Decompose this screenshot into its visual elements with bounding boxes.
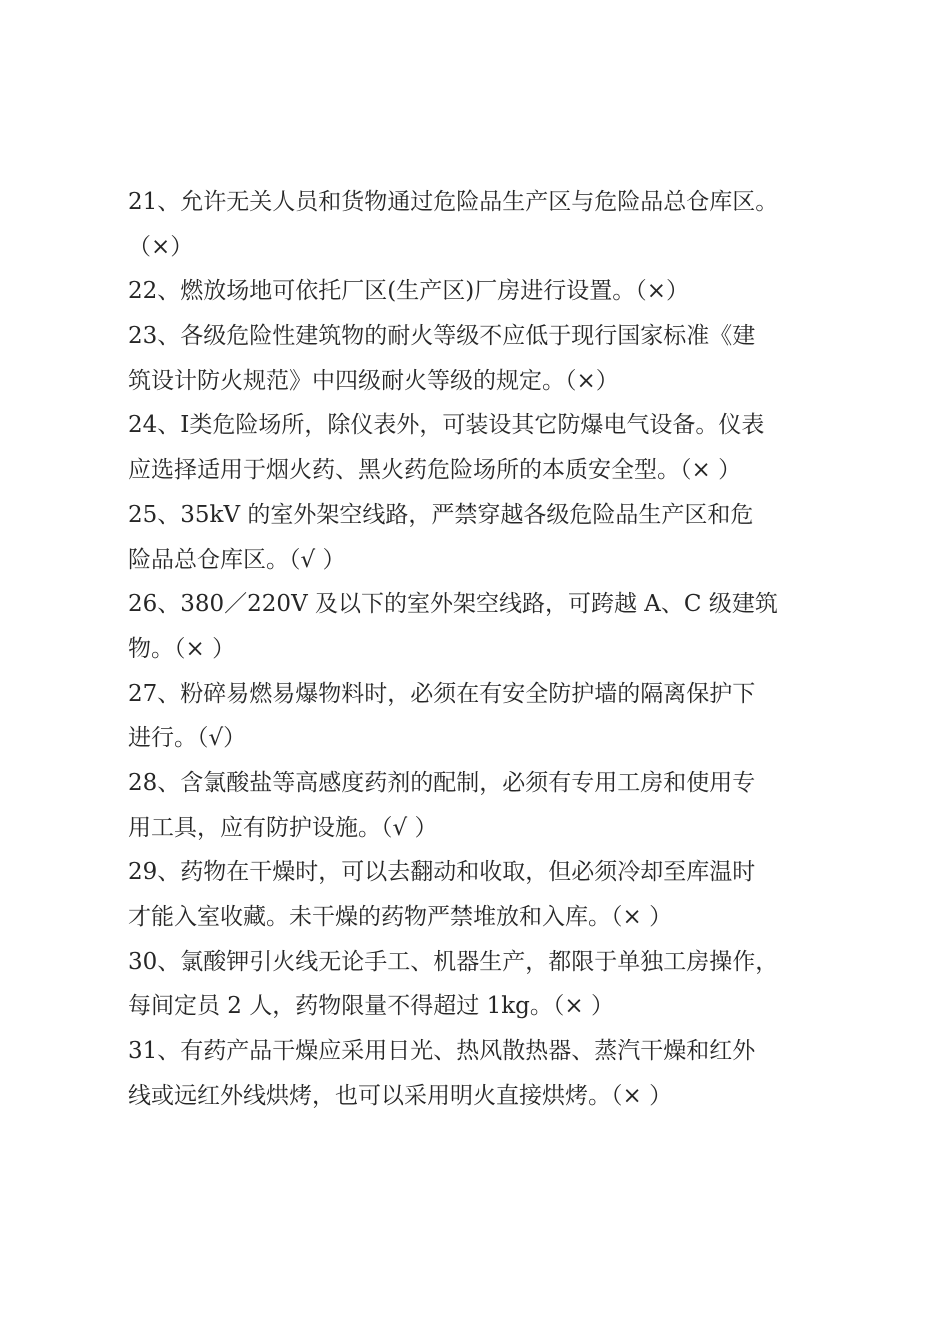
- question-23-line-2: 筑设计防火规范》中四级耐火等级的规定。（×）: [128, 367, 619, 394]
- question-25-line-1: 25、35kV 的室外架空线路，严禁穿越各级危险品生产区和危: [128, 501, 754, 528]
- question-29-line-1: 29、药物在干燥时，可以去翻动和收取，但必须冷却至库温时: [128, 859, 756, 886]
- question-30-line-1: 30、氯酸钾引火线无论手工、机器生产，都限于单独工房操作，: [128, 948, 779, 975]
- question-27-line-2: 进行。（√）: [128, 725, 247, 752]
- question-27-line-1: 27、粉碎易燃易爆物料时，必须在有安全防护墙的隔离保护下: [128, 680, 756, 707]
- question-30-line-2: 每间定员 2 人，药物限量不得超过 1kg。（× ）: [128, 993, 614, 1020]
- question-24-line-2: 应选择适用于烟火药、黑火药危险场所的本质安全型。（× ）: [128, 457, 742, 484]
- question-28-line-2: 用工具，应有防护设施。（√ ）: [128, 814, 438, 841]
- question-26-line-2: 物。（× ）: [128, 635, 236, 662]
- question-21-line-1: 21、允许无关人员和货物通过危险品生产区与危险品总仓库区。: [128, 189, 779, 215]
- question-22: 22、燃放场地可依托厂区(生产区)厂房进行设置。（×）: [128, 278, 689, 305]
- document-body: [128, 180, 844, 1118]
- question-31-line-1: 31、有药产品干燥应采用日光、热风散热器、蒸汽干燥和红外: [128, 1038, 756, 1065]
- question-24-line-1: 24、Ⅰ类危险场所，除仪表外，可装设其它防爆电气设备。仪表: [128, 412, 765, 439]
- question-29-line-2: 才能入室收藏。未干燥的药物严禁堆放和入库。（× ）: [128, 904, 673, 930]
- question-26-line-1: 26、380／220V 及以下的室外架空线路，可跨越 A、C 级建筑: [128, 591, 778, 618]
- question-31-line-2: 线或远红外线烘烤，也可以采用明火直接烘烤。（× ）: [128, 1082, 673, 1109]
- question-21-answer: （×）: [128, 233, 194, 260]
- question-28-line-1: 28、含氯酸盐等高感度药剂的配制，必须有专用工房和使用专: [128, 769, 756, 796]
- question-25-line-2: 险品总仓库区。（√ ）: [128, 546, 346, 573]
- question-23-line-1: 23、各级危险性建筑物的耐火等级不应低于现行国家标准《建: [128, 323, 756, 350]
